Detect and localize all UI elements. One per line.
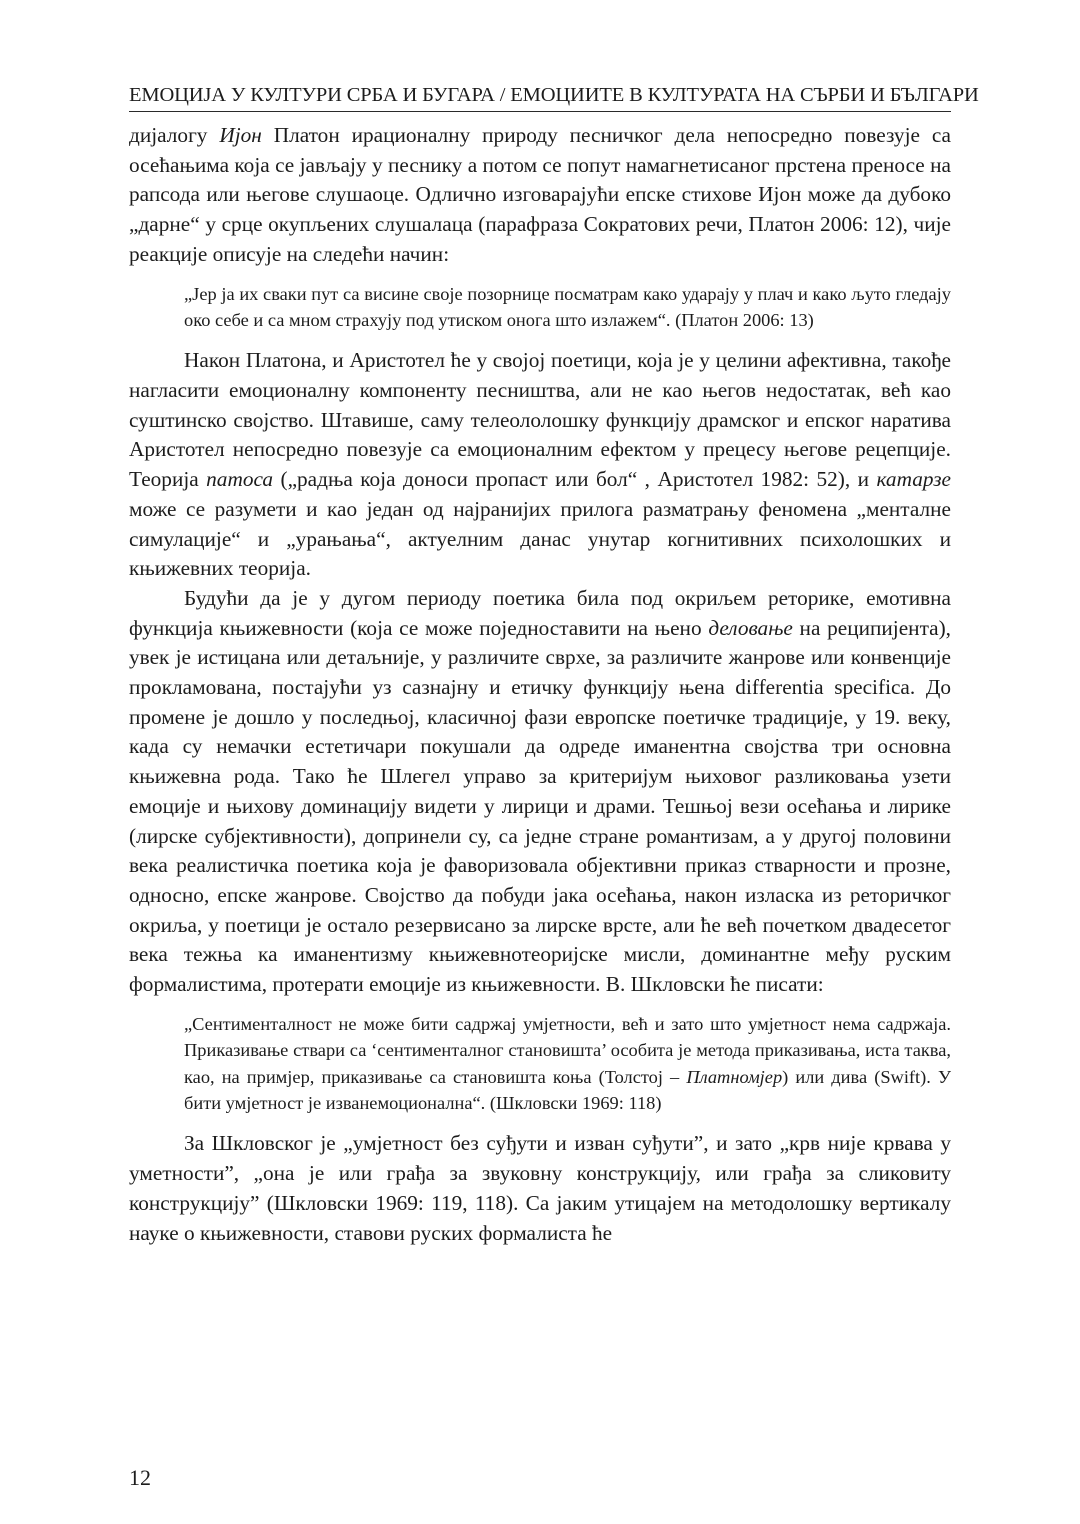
- body-text: [129, 121, 951, 1248]
- paragraph-2: [129, 346, 951, 584]
- paragraph-3: [129, 584, 951, 1000]
- paragraph-4: За Шкловског је „умјетност без суђути и изван суђути”, и зато „крв није крвава у уметности”, „она је или грађа за звуковну конструкцију, или грађа за сликовиту конструкцију” (Шкловски 1969: 119, 118). Са јаким утицајем на методолошку вертикалу науке о књижевности, ставови руских формалиста ће: [129, 1131, 951, 1245]
- p1-text-c: Платон ирационалну природу песничког дела непосредно повезује са осећањима која се јављају у песнику а потом се попут намагнетисаног прстена преносе на рапсода или његове слушаоце. Одлично изговарајући епске стихове Ијон може да дубоко „дарне“ у срце окупљених слушалаца (парафраза Сократових речи, Платон 2006: 12), чије реакције описује на следећи начин:: [129, 123, 951, 266]
- p1-title-ion: Ијон: [219, 123, 262, 147]
- p3-text-a: Будући да је у дугом периоду поетика била под окриљем реторике, емотивна функција књижевности (која се може поједноставити на њено: [129, 585, 951, 640]
- paragraph-1: [129, 121, 951, 270]
- p2-text-c: („радња која доноси пропаст или бол“ , Аристотел 1982: 52), и: [273, 467, 877, 492]
- p2-text-e: може се разумети и као један од најранијих прилога разматрању феномена „менталне симулације“ и „урањања“, актуелним данас унутар когнитивних психолошких и књижевних теорија.: [129, 496, 951, 581]
- header-rule: [129, 111, 951, 112]
- p2-term-pathos: патоса: [206, 467, 274, 492]
- q2-text-a: „Сентименталност не може бити садржај умјетности, већ и зато што умјетност нема садржаја. Приказивање ствари са ‘сентименталног становишта’ особита је метода приказивања, иста таква, као, на примјер, приказивање са становишта коња (Толстој –: [184, 1013, 951, 1087]
- q2-title-platnomjer: Платномјер: [686, 1066, 783, 1087]
- block-quote-1: „Јер ја их сваки пут са висине своје позорнице посматрам како ударају у плач и како љуто гледају око себе и са мном страхују под утиском онога што излажем“. (Платон 2006: 13): [184, 283, 951, 330]
- block-quote-2: [129, 1011, 951, 1117]
- running-header: ЕМОЦИЈА У КУЛТУРИ СРБА И БУГАРА / ЕМОЦИИТЕ В КУЛТУРАТА НА СЪРБИ И БЪЛГАРИ: [129, 84, 979, 106]
- page-number: 12: [129, 1465, 151, 1490]
- q2-text-c: ) или дива (Swift). У бити умјетност је изванемоционална“. (Шкловски 1969: 118): [184, 1066, 951, 1114]
- p3-term-delovanje: деловање: [708, 615, 793, 640]
- p3-text-c: на реципијента), увек је истицана или детаљније, у различите сврхе, за различите жанрове или конвенције прокламована, постајући уз сазнајну и етичку функцију њена differentia specifica. До промене је дошло у последњој, класичној фази европске поетичке традиције, у 19. веку, када су немачки естетичари покушали да одреде иманентна својства три основна књижевна рода. Тако ће Шлегел управо за критеријум њиховог разликовања узети емоције и њихову доминацију видети у лирици и драми. Тешњој вези осећања и лирике (лирске субјективности), допринели су, са једне стране романтизам, а у другој половини века реалистичка поетика која је фаворизовала објективни приказ стварности и прозне, односно, епске жанрове. Својство да побуди јака осећања, након изласка из реторичког окриља, у поетици је остало резервисано за лирске врсте, али ће већ почетком двадесетог века тежња ка иманентизму књижевнотеоријске мисли, доминантне међу руским формалистима, протерати емоције из књижевности. В. Шкловски ће писати:: [129, 615, 951, 997]
- p1-text-a: дијалогу: [129, 123, 220, 147]
- p2-text-a: Након Платона, и Аристотел ће у својој поетици, која је у целини афективна, такође нагласити емоционалну компоненту песништва, али не као његов недостатак, већ као суштинско својство. Штавише, саму телеололошку функцију драмског и епског наратива Аристотел непосредно повезује са емоционалним ефектом у прецесу његове рецепције. Теорија: [129, 348, 951, 492]
- p2-term-catharsis: катарзе: [876, 467, 951, 492]
